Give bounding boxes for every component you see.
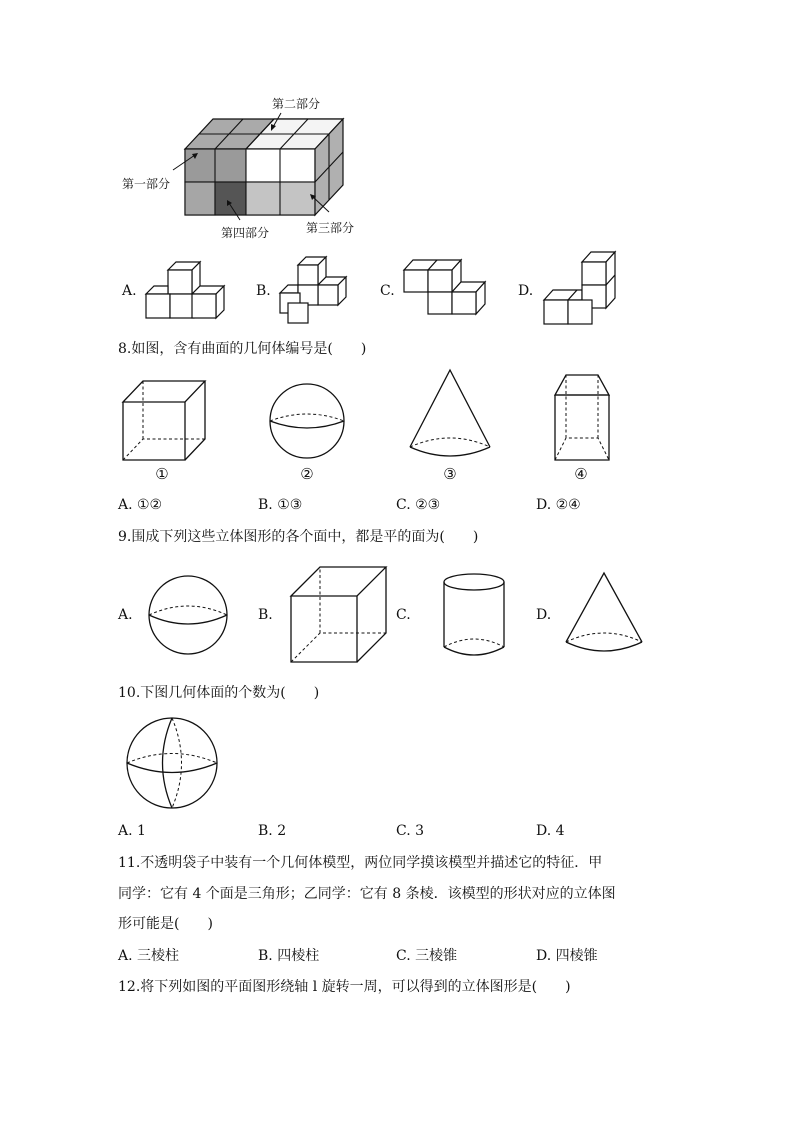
q8-option-d: D. ②④ — [536, 497, 581, 513]
q10-sphere-figure — [125, 716, 219, 810]
q8-option-a: A. ①② — [118, 497, 163, 513]
label-part-one: 第一部分 — [122, 177, 171, 191]
q9-stem: 9.围成下列这些立体图形的各个面中，都是平的面为( ) — [118, 529, 479, 545]
q8-label-1: ① — [155, 465, 169, 483]
q11-line-2: 同学：它有 4 个面是三角形；乙同学：它有 8 条棱．该模型的形状对应的立体图 — [118, 886, 616, 902]
q7-option-c-label: C. — [380, 283, 395, 299]
label-part-four: 第四部分 — [221, 226, 270, 240]
q11-line-3: 形可能是( ) — [118, 916, 213, 932]
q7-option-b-label: B. — [256, 283, 271, 299]
q10-option-a: A. 1 — [118, 823, 146, 839]
q9-sphere-figure — [148, 575, 228, 655]
q9-cube-figure — [290, 566, 388, 664]
q11-line-1: 11.不透明袋子中装有一个几何体模型，两位同学摸该模型并描述它的特征．甲 — [118, 855, 603, 871]
q11-option-d: D. 四棱锥 — [536, 948, 598, 964]
q9-option-a-label: A. — [118, 607, 133, 623]
q11-option-b: B. 四棱柱 — [258, 948, 320, 964]
q8-cube-figure — [122, 380, 206, 462]
q10-option-b: B. 2 — [258, 823, 287, 839]
q7-option-d-figure — [544, 252, 620, 326]
q8-option-b: B. ①③ — [258, 497, 303, 513]
q9-cone-figure — [564, 572, 644, 658]
q8-cone-figure — [408, 369, 492, 461]
q8-option-c: C. ②③ — [396, 497, 441, 513]
q11-option-a: A. 三棱柱 — [118, 948, 180, 964]
q8-label-4: ④ — [574, 465, 588, 483]
q11-option-c: C. 三棱锥 — [396, 948, 458, 964]
q10-stem: 10.下图几何体面的个数为( ) — [118, 685, 320, 701]
q9-option-c-label: C. — [396, 607, 411, 623]
q8-label-2: ② — [300, 465, 314, 483]
q7-option-c-figure — [404, 260, 490, 320]
q8-sphere-figure — [269, 383, 345, 459]
label-part-two: 第二部分 — [272, 97, 321, 111]
label-part-three: 第三部分 — [306, 221, 355, 235]
q10-option-d: D. 4 — [536, 823, 565, 839]
q7-option-a-figure — [146, 262, 226, 318]
q8-label-3: ③ — [443, 465, 457, 483]
cube-block-figure — [185, 115, 350, 220]
q9-cylinder-figure — [442, 573, 506, 657]
q9-option-d-label: D. — [536, 607, 552, 623]
q7-option-d-label: D. — [518, 283, 534, 299]
q10-option-c: C. 3 — [396, 823, 425, 839]
q12-stem: 12.将下列如图的平面图形绕轴 l 旋转一周，可以得到的立体图形是( ) — [118, 979, 571, 995]
q8-prism-figure — [554, 374, 610, 462]
q8-stem: 8.如图，含有曲面的几何体编号是( ) — [118, 341, 367, 357]
q7-option-a-label: A. — [122, 283, 137, 299]
q7-option-b-figure — [280, 257, 350, 323]
q9-option-b-label: B. — [258, 607, 273, 623]
